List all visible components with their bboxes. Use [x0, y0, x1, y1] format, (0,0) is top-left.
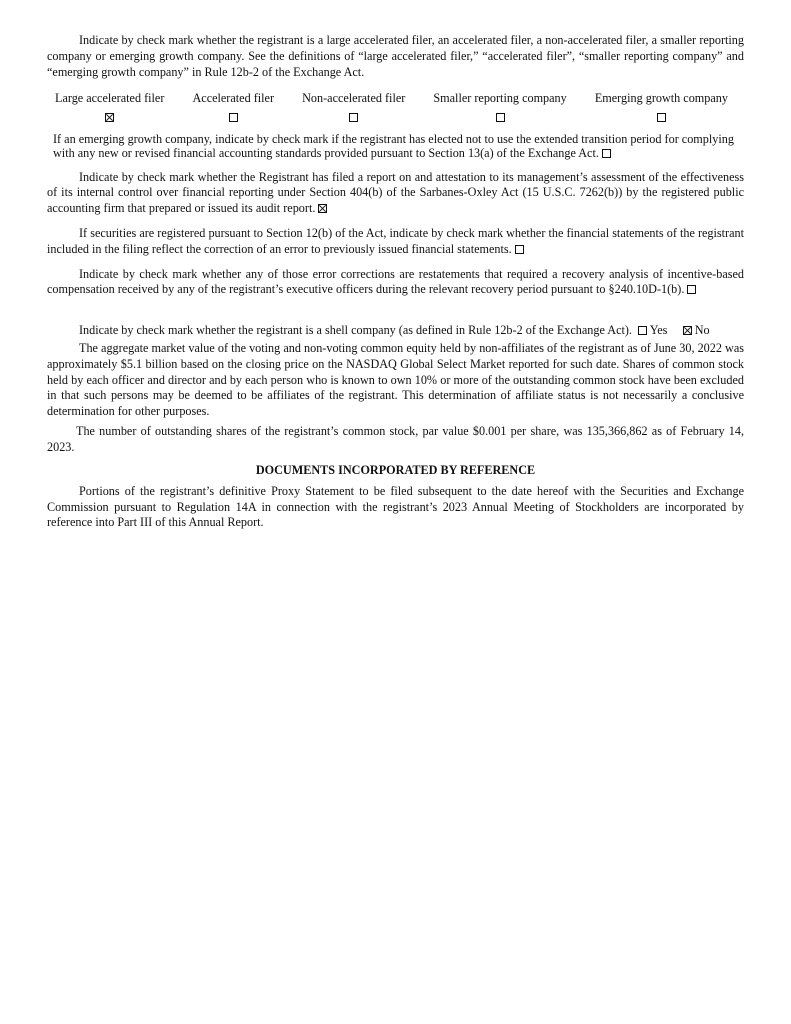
documents-heading: DOCUMENTS INCORPORATED BY REFERENCE — [255, 462, 536, 477]
icfr-checkbox[interactable] — [318, 204, 327, 213]
large-accelerated-checkbox[interactable] — [105, 113, 114, 122]
filer-option-label: Smaller reporting company — [433, 91, 567, 105]
filer-option-label: Non-accelerated filer — [302, 91, 406, 105]
icfr-attestation — [47, 170, 744, 217]
shell-company — [47, 323, 744, 339]
transition-period-checkbox[interactable] — [602, 149, 611, 158]
filer-status-options — [47, 91, 744, 122]
icfr-attestation-text: Indicate by check mark whether the Registrant has filed a report on and attestation to its management’s assessment of the effectiveness of its internal control over financial reporting under Section 404(b) of the Sarbanes-Oxley Act (15 U.S.C. 7262(b)) by the registered public accounting firm that prepared or issued its audit report. — [47, 169, 744, 215]
emerging-growth-checkbox[interactable] — [657, 113, 666, 122]
emerging-growth-election — [47, 132, 744, 160]
shell-yes-label: Yes — [649, 322, 668, 337]
filer-status-instructions: Indicate by check mark whether the registrant is a large accelerated filer, an accelerated filer, a non-accelerated filer, a smaller reporting company or emerging growth company. See the definitions of “large accelerated filer,” “accelerated filer”, “smaller reporting company” and “emerging growth company” in Rule 12b-2 of the Exchange Act. — [47, 33, 744, 79]
emerging-growth-election-text: If an emerging growth company, indicate by check mark if the registrant has elected not to use the extended transition period for complying with any new or revised financial accounting standards provided pursuant to Section 13(a) of the Exchange Act. — [53, 131, 734, 160]
shell-yes-checkbox[interactable] — [638, 326, 647, 335]
error-correction-checkbox[interactable] — [515, 245, 524, 254]
smaller-reporting-checkbox[interactable] — [496, 113, 505, 122]
recovery-analysis — [47, 267, 744, 298]
filer-option-label: Accelerated filer — [192, 91, 275, 105]
market-value-paragraph: The aggregate market value of the voting and non-voting common equity held by non-affiliates of the registrant as of June 30, 2022 was approximately $5.1 billion based on the closing price on the NASDAQ Global Select Market reported for such date. Shares of common stock held by each officer and director and by each person who is known to own 10% or more of the outstanding common stock have been excluded in that such persons may be deemed to be affiliates of the registrant. This determination of affiliate status is not necessarily a conclusive determination for other purposes. — [47, 341, 744, 418]
recovery-analysis-text: Indicate by check mark whether any of those error corrections are restatements that required a recovery analysis of incentive-based compensation received by any of the registrant’s executive officers during the relevant recovery period pursuant to §240.10D-1(b). — [47, 266, 744, 297]
documents-paragraph: Portions of the registrant’s definitive Proxy Statement to be filed subsequent to the date hereof with the Securities and Exchange Commission pursuant to Regulation 14A in connection with the registrant’s 2023 Annual Meeting of Stockholders are incorporated by reference into Part III of this Annual Report. — [47, 484, 744, 530]
filer-option-emerging-growth — [595, 91, 728, 122]
filer-option-accelerated — [192, 91, 274, 122]
shares-outstanding-paragraph: The number of outstanding shares of the registrant’s common stock, par value $0.001 per share, was 135,366,862 as of February 14, 2023. — [47, 424, 744, 454]
filer-option-large-accelerated — [55, 91, 164, 122]
shell-no-checkbox[interactable] — [683, 326, 692, 335]
shell-company-text: Indicate by check mark whether the registrant is a shell company (as defined in Rule 12b-2 of the Exchange Act). — [79, 322, 632, 337]
filer-option-smaller-reporting — [433, 91, 566, 122]
document-page — [47, 32, 744, 531]
recovery-checkbox[interactable] — [687, 285, 696, 294]
error-correction — [47, 226, 744, 257]
shell-no-label: No — [694, 322, 710, 337]
filer-option-label: Large accelerated filer — [55, 91, 165, 105]
accelerated-checkbox[interactable] — [229, 113, 238, 122]
error-correction-text: If securities are registered pursuant to Section 12(b) of the Act, indicate by check mark whether the financial statements of the registrant included in the filing reflect the correction of an error to previously issued financial statements. — [47, 226, 744, 256]
filer-option-label: Emerging growth company — [594, 91, 728, 105]
filer-option-non-accelerated — [302, 91, 405, 122]
non-accelerated-checkbox[interactable] — [349, 113, 358, 122]
